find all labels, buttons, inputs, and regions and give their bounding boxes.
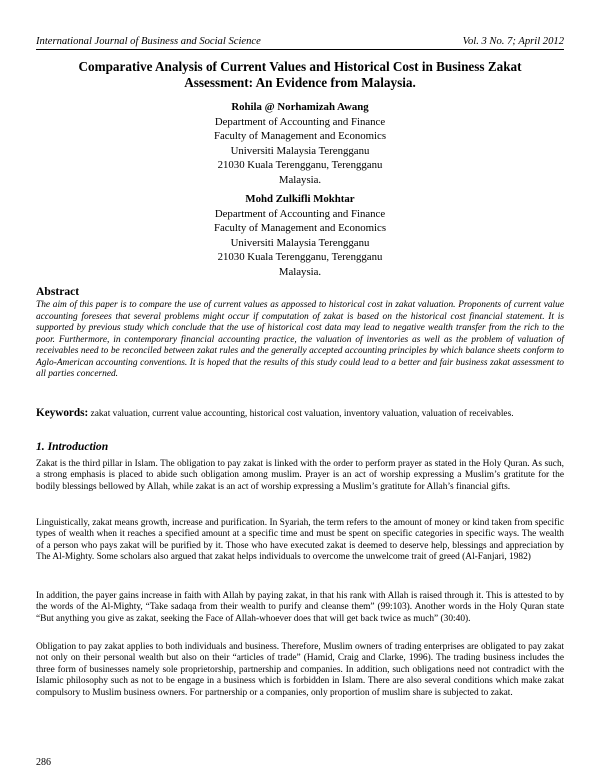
page-number: 286 xyxy=(36,757,51,768)
author-university: Universiti Malaysia Terengganu xyxy=(230,144,370,157)
header-rule xyxy=(36,49,564,50)
running-header xyxy=(36,35,564,49)
body-paragraph: Zakat is the third pillar in Islam. The obligation to pay zakat is linked with the order to perform prayer as stated in the Holy Quran. As such, a strong emphasis is placed to abide such obligation among muslim. Prayer is an act of worship expressing a Muslim’s gratitute for the bodily blessings bellowed by Allah, while zakat is an act of worship expressing a Muslim’s gratitute for Allah’s financial gifts. xyxy=(36,459,564,492)
body-paragraph: Obligation to pay zakat applies to both individuals and business. Therefore, Muslim owners of trading enterprises are obligated to pay zakat not only on their personal wealth but also on their “articles of trade” (Hamid, Craig and Clarke, 1996). The trading business includes the three form of businesses namely sole proprietorship, partnership and companies. In addition, such obligations need not contradict with the Islamic philosophy such as not to be engage in a business which is forbidden in Islam. There are also several conditions which make zakat compulsory to Muslim business owners. For partnership or a companies, only proportion of muslim share is subjected to zakat. xyxy=(36,642,564,698)
body-paragraph: In addition, the payer gains increase in faith with Allah by paying zakat, in that his rank with Allah is raised through it. This is attested to by the words of the Al-Mighty, “Take sadaqa from their wealth to purify and cleanse them” (99:103). Another words in the Holy Quran state “But anything you give as zakat, seeking the Face of Allah-whoever does that will get back twice as much” (30:40). xyxy=(36,591,564,624)
keywords-label: Keywords: xyxy=(36,407,89,419)
author-department: Department of Accounting and Finance xyxy=(214,115,386,128)
author-city: 21030 Kuala Terengganu, Terengganu xyxy=(217,251,383,264)
abstract-text: The aim of this paper is to compare the use of current values as appossed to historical cost in zakat valuation. Proponents of current value accounting foresees that several problems might occur if computation of zakat is based on the historical cost financial statement. It is supported by previous study which conclude that the use of historical cost data may lead to negative wealth transfer from the rich to the poor. Furthermore, in contemporary financial accounting practice, the valuation of inventories as well as the problem of valuation of receivables need to be reconciled between zakat rules and the generally accepted accounting principles by which balance sheets conform to Aglo-American accounting conventions. It is hoped that the results of this study could lead to a better and fair business zakat assessment to all parties concerned. xyxy=(36,300,564,379)
issue-info: Vol. 3 No. 7; April 2012 xyxy=(462,36,564,47)
keywords-text: zakat valuation, current value accounting, historical cost valuation, inventory valuation, valuation of receivables. xyxy=(90,409,514,419)
author-country: Malaysia. xyxy=(278,265,322,278)
author-department: Department of Accounting and Finance xyxy=(214,207,386,220)
author-university: Universiti Malaysia Terengganu xyxy=(230,236,370,249)
author-country: Malaysia. xyxy=(278,173,322,186)
author-faculty: Faculty of Management and Economics xyxy=(213,222,387,235)
introduction-heading: 1. Introduction xyxy=(36,440,109,453)
author-name: Mohd Zulkifli Mokhtar xyxy=(245,193,355,205)
author-name: Rohila @ Norhamizah Awang xyxy=(231,101,369,113)
author-city: 21030 Kuala Terengganu, Terengganu xyxy=(217,159,383,172)
body-paragraph: Linguistically, zakat means growth, increase and purification. In Syariah, the term refers to the amount of money or kind taken from specific types of wealth when it reaches a specified amount at a specific time and must be spent on specific categories in specific ways. The wealth of a person who pays zakat will be purified by it. Those who have executed zakat is deemed to deserve help, blessings and appreciation by The Al-Mighty. Some scholars also argued that zakat helps individuals to overcome the unwelcome trait of greed (Al-Fanjari, 1982) xyxy=(36,518,564,563)
author-block-1 xyxy=(150,100,450,188)
author-faculty: Faculty of Management and Economics xyxy=(213,130,387,143)
keywords xyxy=(36,408,564,421)
journal-name: International Journal of Business and Social Science xyxy=(36,36,261,47)
paper-title: Comparative Analysis of Current Values and Historical Cost in Business Zakat Assessment: An Evidence from Malaysia. xyxy=(78,59,522,90)
author-block-2 xyxy=(150,192,450,280)
abstract-heading: Abstract xyxy=(36,285,80,298)
